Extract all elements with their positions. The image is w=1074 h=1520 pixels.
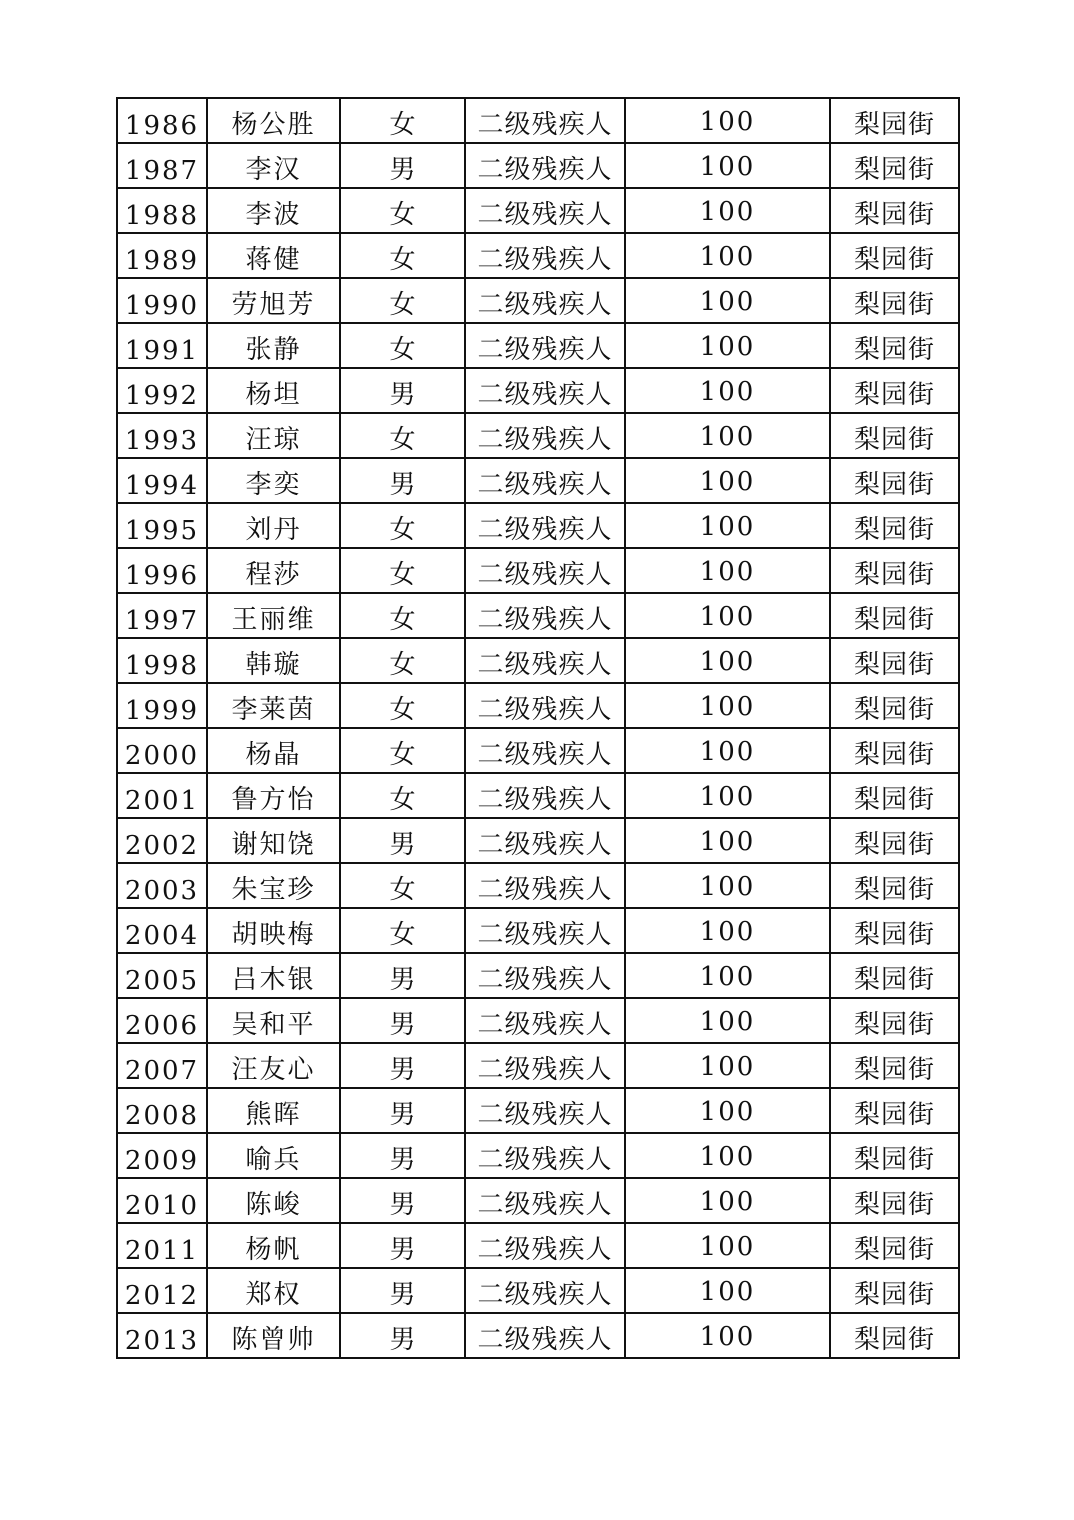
table-row [117, 368, 959, 413]
name-cell: 李波 [207, 188, 340, 233]
name-cell: 陈曾帅 [207, 1313, 340, 1358]
table-row [117, 998, 959, 1043]
name-cell: 熊晖 [207, 1088, 340, 1133]
amount-cell: 100 [625, 908, 830, 953]
disability-category-cell: 二级残疾人 [465, 728, 625, 773]
name-cell: 杨公胜 [207, 98, 340, 143]
name-cell: 鲁方怡 [207, 773, 340, 818]
name-cell: 韩璇 [207, 638, 340, 683]
table-row [117, 323, 959, 368]
amount-cell: 100 [625, 548, 830, 593]
area-cell: 梨园街 [830, 1313, 959, 1358]
name-cell: 吴和平 [207, 998, 340, 1043]
disability-category-cell: 二级残疾人 [465, 188, 625, 233]
sex-cell: 女 [340, 593, 465, 638]
table-row [117, 1223, 959, 1268]
sex-cell: 男 [340, 458, 465, 503]
disability-category-cell: 二级残疾人 [465, 233, 625, 278]
disability-category-cell: 二级残疾人 [465, 1088, 625, 1133]
amount-cell: 100 [625, 683, 830, 728]
sex-cell: 男 [340, 818, 465, 863]
name-cell: 蒋健 [207, 233, 340, 278]
area-cell: 梨园街 [830, 1133, 959, 1178]
table-row [117, 143, 959, 188]
name-cell: 劳旭芳 [207, 278, 340, 323]
table-row [117, 503, 959, 548]
amount-cell: 100 [625, 188, 830, 233]
area-cell: 梨园街 [830, 863, 959, 908]
name-cell: 朱宝珍 [207, 863, 340, 908]
roster-table [116, 97, 960, 1359]
disability-category-cell: 二级残疾人 [465, 953, 625, 998]
table-row [117, 953, 959, 998]
disability-category-cell: 二级残疾人 [465, 1178, 625, 1223]
amount-cell: 100 [625, 1268, 830, 1313]
row-number-cell: 2007 [117, 1043, 207, 1088]
sex-cell: 女 [340, 503, 465, 548]
row-number-cell: 2006 [117, 998, 207, 1043]
disability-category-cell: 二级残疾人 [465, 818, 625, 863]
disability-category-cell: 二级残疾人 [465, 908, 625, 953]
amount-cell: 100 [625, 1043, 830, 1088]
sex-cell: 男 [340, 998, 465, 1043]
table-row [117, 98, 959, 143]
row-number-cell: 1993 [117, 413, 207, 458]
amount-cell: 100 [625, 1313, 830, 1358]
disability-category-cell: 二级残疾人 [465, 593, 625, 638]
area-cell: 梨园街 [830, 98, 959, 143]
table-row [117, 1088, 959, 1133]
name-cell: 汪友心 [207, 1043, 340, 1088]
sex-cell: 女 [340, 323, 465, 368]
amount-cell: 100 [625, 773, 830, 818]
sex-cell: 男 [340, 1088, 465, 1133]
row-number-cell: 2004 [117, 908, 207, 953]
area-cell: 梨园街 [830, 818, 959, 863]
name-cell: 胡映梅 [207, 908, 340, 953]
name-cell: 张静 [207, 323, 340, 368]
sex-cell: 男 [340, 1178, 465, 1223]
name-cell: 吕木银 [207, 953, 340, 998]
amount-cell: 100 [625, 593, 830, 638]
row-number-cell: 2013 [117, 1313, 207, 1358]
table-row [117, 773, 959, 818]
disability-category-cell: 二级残疾人 [465, 773, 625, 818]
row-number-cell: 1987 [117, 143, 207, 188]
area-cell: 梨园街 [830, 998, 959, 1043]
name-cell: 刘丹 [207, 503, 340, 548]
row-number-cell: 2011 [117, 1223, 207, 1268]
row-number-cell: 1991 [117, 323, 207, 368]
area-cell: 梨园街 [830, 593, 959, 638]
amount-cell: 100 [625, 368, 830, 413]
disability-category-cell: 二级残疾人 [465, 863, 625, 908]
area-cell: 梨园街 [830, 1088, 959, 1133]
sex-cell: 女 [340, 188, 465, 233]
name-cell: 李汉 [207, 143, 340, 188]
row-number-cell: 1989 [117, 233, 207, 278]
area-cell: 梨园街 [830, 953, 959, 998]
row-number-cell: 1995 [117, 503, 207, 548]
row-number-cell: 1990 [117, 278, 207, 323]
sex-cell: 男 [340, 1223, 465, 1268]
area-cell: 梨园街 [830, 413, 959, 458]
sex-cell: 男 [340, 953, 465, 998]
name-cell: 杨坦 [207, 368, 340, 413]
row-number-cell: 2003 [117, 863, 207, 908]
area-cell: 梨园街 [830, 188, 959, 233]
row-number-cell: 1996 [117, 548, 207, 593]
area-cell: 梨园街 [830, 773, 959, 818]
disability-category-cell: 二级残疾人 [465, 1268, 625, 1313]
amount-cell: 100 [625, 1223, 830, 1268]
area-cell: 梨园街 [830, 1178, 959, 1223]
table-row [117, 1133, 959, 1178]
amount-cell: 100 [625, 233, 830, 278]
amount-cell: 100 [625, 503, 830, 548]
amount-cell: 100 [625, 278, 830, 323]
amount-cell: 100 [625, 143, 830, 188]
amount-cell: 100 [625, 98, 830, 143]
disability-category-cell: 二级残疾人 [465, 548, 625, 593]
area-cell: 梨园街 [830, 368, 959, 413]
disability-category-cell: 二级残疾人 [465, 998, 625, 1043]
sex-cell: 女 [340, 98, 465, 143]
sex-cell: 女 [340, 233, 465, 278]
area-cell: 梨园街 [830, 908, 959, 953]
row-number-cell: 2001 [117, 773, 207, 818]
disability-category-cell: 二级残疾人 [465, 323, 625, 368]
sex-cell: 女 [340, 638, 465, 683]
sex-cell: 女 [340, 908, 465, 953]
row-number-cell: 2012 [117, 1268, 207, 1313]
area-cell: 梨园街 [830, 683, 959, 728]
sex-cell: 男 [340, 368, 465, 413]
sex-cell: 女 [340, 683, 465, 728]
sex-cell: 女 [340, 728, 465, 773]
table-row [117, 188, 959, 233]
name-cell: 谢知饶 [207, 818, 340, 863]
row-number-cell: 2002 [117, 818, 207, 863]
row-number-cell: 1988 [117, 188, 207, 233]
sex-cell: 女 [340, 863, 465, 908]
name-cell: 杨帆 [207, 1223, 340, 1268]
area-cell: 梨园街 [830, 323, 959, 368]
row-number-cell: 2008 [117, 1088, 207, 1133]
table-row [117, 548, 959, 593]
amount-cell: 100 [625, 323, 830, 368]
table-row [117, 1313, 959, 1358]
name-cell: 王丽维 [207, 593, 340, 638]
sex-cell: 男 [340, 1133, 465, 1178]
name-cell: 汪琼 [207, 413, 340, 458]
table-row [117, 278, 959, 323]
table-row [117, 233, 959, 278]
sex-cell: 男 [340, 1043, 465, 1088]
sex-cell: 男 [340, 143, 465, 188]
area-cell: 梨园街 [830, 1268, 959, 1313]
area-cell: 梨园街 [830, 728, 959, 773]
disability-category-cell: 二级残疾人 [465, 1223, 625, 1268]
sex-cell: 女 [340, 413, 465, 458]
amount-cell: 100 [625, 728, 830, 773]
sex-cell: 男 [340, 1268, 465, 1313]
area-cell: 梨园街 [830, 143, 959, 188]
table-row [117, 1178, 959, 1223]
disability-category-cell: 二级残疾人 [465, 458, 625, 503]
area-cell: 梨园街 [830, 458, 959, 503]
table-row [117, 908, 959, 953]
table-row [117, 728, 959, 773]
disability-category-cell: 二级残疾人 [465, 143, 625, 188]
amount-cell: 100 [625, 638, 830, 683]
name-cell: 陈峻 [207, 1178, 340, 1223]
roster-table-body [117, 98, 959, 1358]
amount-cell: 100 [625, 1133, 830, 1178]
amount-cell: 100 [625, 863, 830, 908]
name-cell: 程莎 [207, 548, 340, 593]
name-cell: 喻兵 [207, 1133, 340, 1178]
table-row [117, 1268, 959, 1313]
area-cell: 梨园街 [830, 503, 959, 548]
name-cell: 杨晶 [207, 728, 340, 773]
sex-cell: 女 [340, 278, 465, 323]
row-number-cell: 1997 [117, 593, 207, 638]
row-number-cell: 1986 [117, 98, 207, 143]
disability-category-cell: 二级残疾人 [465, 683, 625, 728]
row-number-cell: 1998 [117, 638, 207, 683]
row-number-cell: 2005 [117, 953, 207, 998]
amount-cell: 100 [625, 818, 830, 863]
name-cell: 郑权 [207, 1268, 340, 1313]
row-number-cell: 1994 [117, 458, 207, 503]
disability-category-cell: 二级残疾人 [465, 1133, 625, 1178]
table-row [117, 593, 959, 638]
table-row [117, 458, 959, 503]
row-number-cell: 1999 [117, 683, 207, 728]
amount-cell: 100 [625, 458, 830, 503]
name-cell: 李莱茵 [207, 683, 340, 728]
amount-cell: 100 [625, 998, 830, 1043]
table-row [117, 413, 959, 458]
disability-category-cell: 二级残疾人 [465, 368, 625, 413]
area-cell: 梨园街 [830, 1043, 959, 1088]
disability-category-cell: 二级残疾人 [465, 503, 625, 548]
amount-cell: 100 [625, 413, 830, 458]
name-cell: 李奕 [207, 458, 340, 503]
table-row [117, 863, 959, 908]
table-row [117, 683, 959, 728]
amount-cell: 100 [625, 953, 830, 998]
area-cell: 梨园街 [830, 233, 959, 278]
table-row [117, 638, 959, 683]
area-cell: 梨园街 [830, 1223, 959, 1268]
disability-category-cell: 二级残疾人 [465, 638, 625, 683]
area-cell: 梨园街 [830, 548, 959, 593]
table-row [117, 818, 959, 863]
disability-category-cell: 二级残疾人 [465, 413, 625, 458]
sex-cell: 女 [340, 773, 465, 818]
area-cell: 梨园街 [830, 278, 959, 323]
disability-category-cell: 二级残疾人 [465, 278, 625, 323]
disability-category-cell: 二级残疾人 [465, 1313, 625, 1358]
disability-category-cell: 二级残疾人 [465, 1043, 625, 1088]
sex-cell: 男 [340, 1313, 465, 1358]
row-number-cell: 1992 [117, 368, 207, 413]
amount-cell: 100 [625, 1178, 830, 1223]
disability-category-cell: 二级残疾人 [465, 98, 625, 143]
area-cell: 梨园街 [830, 638, 959, 683]
row-number-cell: 2009 [117, 1133, 207, 1178]
amount-cell: 100 [625, 1088, 830, 1133]
row-number-cell: 2000 [117, 728, 207, 773]
table-row [117, 1043, 959, 1088]
sex-cell: 女 [340, 548, 465, 593]
row-number-cell: 2010 [117, 1178, 207, 1223]
